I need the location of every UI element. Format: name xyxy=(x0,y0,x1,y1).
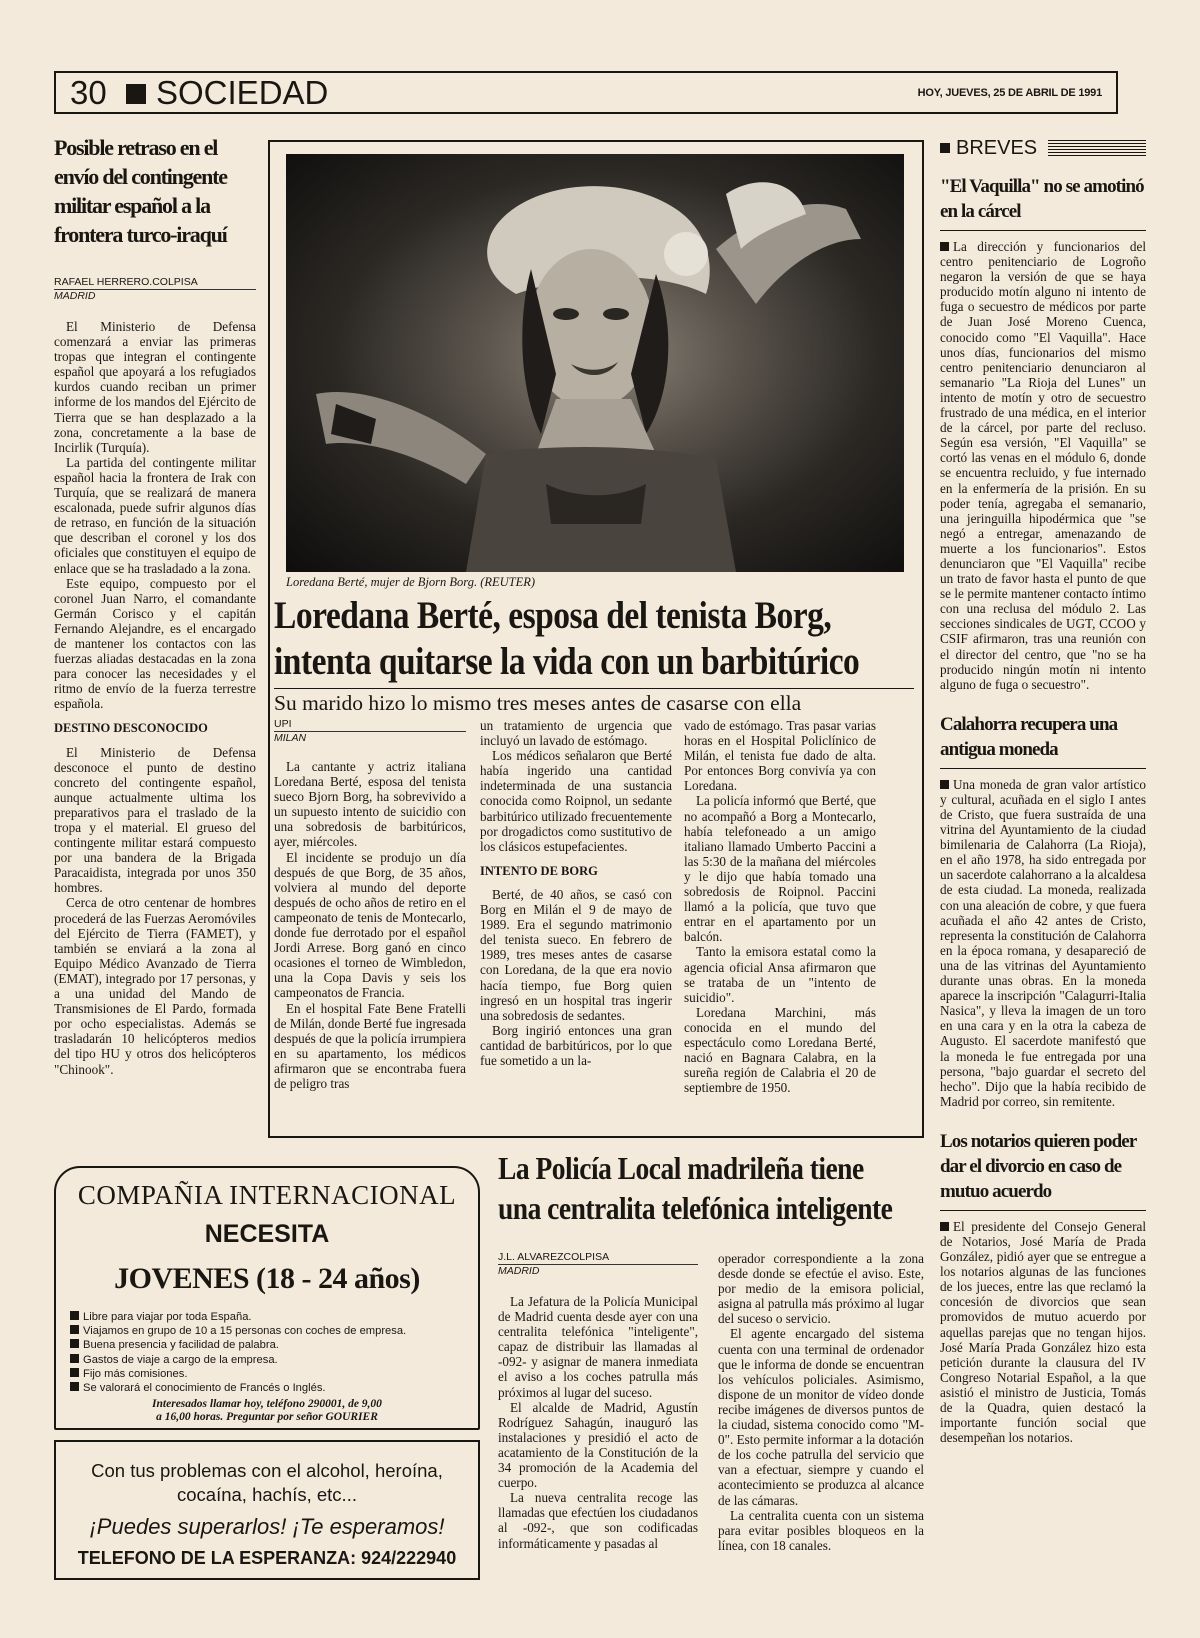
breves-rule-pattern xyxy=(1048,140,1146,156)
main-article-box xyxy=(268,140,924,1138)
left-article-subhead: DESTINO DESCONOCIDO xyxy=(54,721,208,736)
main-article-place: MILAN xyxy=(274,731,466,745)
list-item: Fijo más comisiones. xyxy=(70,1367,406,1381)
police-article xyxy=(498,1148,926,1228)
ad-bullets xyxy=(70,1310,406,1395)
paragraph: Tanto la emisora estatal como la agencia oficial Ansa afirmaron que se trataba de un "intento de suicidio". xyxy=(684,944,876,1005)
paragraph: Borg ingirió entonces una gran cantidad de barbitúricos, por lo que fue sometido a un la- xyxy=(480,1022,672,1068)
breves-column xyxy=(940,136,1146,1445)
paragraph: En el hospital Fate Bene Fratelli de Milán, donde Berté fue ingresada después de que la policía irrumpiera en su apartamento, los médicos afirmaron que se encontraba fuera de peligro tras xyxy=(274,1000,466,1091)
main-article-col3 xyxy=(684,718,876,1095)
breve-text: El presidente del Consejo General de Notarios, José María de Prada González, pidió ayer que se entregue a los notarios algunas de las funciones de los jueces, entre las que reclamó la concesión de divorcios que sean promovidos de mutuo acuerdo por aquellas parejas que no tengan hijos. José María Prada González hizo esta petición durante la clausura del IV Congreso Notarial Español, a la que asistió el ministro de Justicia, Tomás de la Quadra, quien destacó la importante función social que desempeñan los notarios. xyxy=(940,1218,1146,1446)
paragraph: un tratamiento de urgencia que incluyó un lavado de estómago. xyxy=(480,718,672,749)
paragraph: Cerca de otro centenar de hombres procederá de las Fuerzas Aeromóviles del Ejército de Tierra (FAMET), y también se enviará a la zona al Equipo Médico Avanzado de Tierra (EMAT), integrado por 17 personas, y a una unidad del Mando de Transmisiones de El Pardo, formada por ocho especialistas. Además se trasladarán 10 helicópteros medios del tipo HU y otros dos helicópteros "Chinook". xyxy=(54,895,256,1077)
breves-square-icon xyxy=(940,143,950,153)
paragraph: Berté, de 40 años, se casó con Borg en Milán el 9 de mayo de 1989. Era el segundo matrimonio del tenista sueco. En febrero de 1989, tres meses antes de casarse con Loredana, de la que era novio hacía tiempo, fue Borg quien ingresó en un hospital tras ingerir una sobredosis de sedantes. xyxy=(480,886,672,1023)
main-article-col2 xyxy=(480,718,672,1068)
ad-contact: Interesados llamar hoy, teléfono 290001, de 9,00 a 16,00 horas. Preguntar por señor GOURIER xyxy=(152,1398,382,1423)
paragraph: operador correspondiente a la zona desde donde se efectúe el aviso. Este, por medio de la emisora policial, asigna al patrulla más próximo al lugar del suceso o servicio. xyxy=(718,1251,924,1327)
photo-illustration xyxy=(286,154,904,572)
paragraph: La nueva centralita recoge las llamadas que efectúen los ciudadanos al -092-, que son codificadas informáticamente y pasadas al xyxy=(498,1490,698,1551)
breve-title: Los notarios quieren poder dar el divorcio en caso de mutuo acuerdo xyxy=(940,1130,1137,1202)
police-article-byline: J.L. ALVAREZCOLPISA xyxy=(498,1251,610,1263)
breve-title: "El Vaquilla" no se amotinó en la cárcel xyxy=(940,176,1144,222)
bullet-square-icon xyxy=(940,1222,949,1231)
breve-title: Calahorra recupera una antigua moneda xyxy=(940,713,1118,760)
help-line2: cocaína, hachís, etc... xyxy=(177,1484,357,1505)
paragraph: La centralita cuenta con un sistema para evitar posibles bloqueos en la línea, con 18 canales. xyxy=(718,1507,924,1553)
bullet-square-icon xyxy=(70,1382,79,1391)
paragraph: Este equipo, compuesto por el coronel Juan Narro, el comandante Germán Corisco y el capitán Fernando Alejandre, es el encargado de mantener los contactos con las fuerzas aliadas destacadas en la zona para conocer las necesidades y el ritmo de envío de la fuerza terrestre española. xyxy=(54,575,256,712)
police-article-title-line1: La Policía Local madrileña tiene xyxy=(498,1150,864,1186)
police-article-place: MADRID xyxy=(498,1264,698,1278)
paragraph: La Jefatura de la Policía Municipal de Madrid cuenta desde ayer con una centralita telefónica "inteligente", capaz de distribuir las llamadas al -092- y asignar de manera inmediata el aviso a los coches patrulla más próximos al lugar del suceso. xyxy=(498,1294,698,1400)
main-article-title-line2: intenta quitarse la vida con un barbitúrico xyxy=(274,640,860,683)
left-article xyxy=(54,133,256,1077)
paragraph: La cantante y actriz italiana Loredana Berté, esposa del tenista sueco Bjorn Borg, ha sobrevivido a un supuesto intento de suicidio con una sobredosis de barbitúricos, ayer, miércoles. xyxy=(274,759,466,850)
list-item: Libre para viajar por toda España. xyxy=(70,1310,406,1324)
police-article-title-line2: una centralita telefónica inteligente xyxy=(498,1190,893,1226)
paragraph: Los médicos señalaron que Berté había ingerido una cantidad indeterminada de una sustancia conocida como Roipnol, un sedante barbitúrico utilizado frecuentemente por drogadictos como sustitutivo de los clásicos estupefacientes. xyxy=(480,748,672,854)
bullet-square-icon xyxy=(70,1368,79,1377)
ad-company: COMPAÑIA INTERNACIONAL xyxy=(77,1180,457,1210)
help-advertisement xyxy=(54,1440,480,1580)
left-article-body xyxy=(54,319,256,1077)
bullet-square-icon xyxy=(940,780,949,789)
job-advertisement xyxy=(54,1166,480,1430)
page-number: 30 xyxy=(70,74,107,111)
list-item: Viajamos en grupo de 10 a 15 personas con coches de empresa. xyxy=(70,1324,406,1338)
dateline: HOY, JUEVES, 25 DE ABRIL DE 1991 xyxy=(917,87,1102,99)
paragraph: El alcalde de Madrid, Agustín Rodríguez Sahagún, inauguró las instalaciones y presidió el acto de acatamiento de la Constitución de la 34 promoción de la Academia del cuerpo. xyxy=(498,1399,698,1491)
bullet-square-icon xyxy=(940,242,949,251)
bullet-square-icon xyxy=(70,1339,79,1348)
paragraph: La partida del contingente militar español hacia la frontera de Irak con Turquía, que se realizará de manera escalonada, puede sufrir algunos días de retraso, en función de la situación que describan el coronel y los dos oficiales que constituyen el equipo de enlace que se ha trasladado a la zona. xyxy=(54,454,256,576)
bullet-square-icon xyxy=(70,1311,79,1320)
main-article-subhead: INTENTO DE BORG xyxy=(480,863,598,878)
paragraph: El agente encargado del sistema cuenta con una terminal de ordenador que le informa de donde se encuentran los vehículos policiales. Asimismo, dispone de un monitor de vídeo donde recibe imágenes de diversos puntos de la ciudad, sistema conocido como "M-0". Esto permite informar a la dotación de los coche patrulla del servicio que van a efectuar, siempre y cuando el acontecimiento se produzca al alcance de las cámaras. xyxy=(718,1326,924,1508)
ad-need: NECESITA xyxy=(204,1220,330,1248)
help-slogan: ¡Puedes superarlos! ¡Te esperamos! xyxy=(89,1514,445,1539)
photo-caption: Loredana Berté, mujer de Bjorn Borg. (REUTER) xyxy=(286,575,536,589)
bullet-square-icon xyxy=(70,1354,79,1363)
breve-text: La dirección y funcionarios del centro penitenciario de Logroño negaron la versión de que se haya producido motín alguno ni intento de fuga o secuestro de médicos por parte de Juan José Moreno Cuenca, conocido como "El Vaquilla". Hace unos días, funcionarios del mismo centro penitenciario denunciaron al semanario "La Rioja del Lunes" un intento de motín y otro de secuestro frustrado de una médica, en el interior de la cárcel, por parte del recluso. Según esa versión, "El Vaquilla" se cortó las venas en el módulo 6, donde se encuentra recluido, y fue internado en la enfermería de la prisión. En su poder tenía, agregaba el semanario, una jeringuilla hipodérmica que "se negó a entregar, amenazando de muerte a los funcionarios". Estos denunciaron que "El Vaquilla" recibe un trato de favor hasta el punto de que se le permite mantener contacto íntimo con una reclusa del módulo 2. Las secciones sindicales de UGT, CCOO y CSIF afirmaron, tras una reunión con el director del centro, que "no se ha producido ningún motín ni intento alguno de fuga o secuestro". xyxy=(940,239,1146,692)
photo xyxy=(286,154,904,572)
breve-text: Una moneda de gran valor artístico y cultural, acuñada en el siglo I antes de Cristo, que fuera sustraída de una vitrina del Ayuntamiento de la ciudad bimilenaria de Calahorra (La Rioja), en el año 1978, ha sido entregada por un sacerdote calahorrano a la alcaldesa de esta ciudad. La moneda, realizada con una aleación de cobre, y que fuera acuñada el año 42 antes de Cristo, representa la constitución de Calahorra en la época romana, y desapareció de una de las vitrinas del Ayuntamiento durante unas obras. En la moneda aparece la inscripción "Calagurri-Italia Nasica", y lleva la imagen de un toro en una cara y en la otra la cabeza de Augusto. El sacerdote manifestó que la moneda le fue entregada por una persona, "bajo guardar el secreto del hecho". Dijo que la había recibido de Madrid por correo, sin remitente. xyxy=(940,776,1146,1109)
paragraph: vado de estómago. Tras pasar varias horas en el Hospital Policlínico de Milán, el tenista fue dado de alta. Por entonces Borg convivía ya con Loredana. xyxy=(684,718,876,794)
left-article-title: Posible retraso en el envío del contingente militar español a la frontera turco-iraquí xyxy=(54,135,227,247)
section-square-icon xyxy=(126,84,146,104)
main-article-subtitle: Su marido hizo lo mismo tres meses antes de casarse con ella xyxy=(274,688,914,716)
paragraph: La policía informó que Berté, que no acompañó a Borg a Montecarlo, había telefoneado a un amigo italiano llamado Umberto Paccini a las 5:30 de la mañana del miércoles y le dijo que había tomado una sobredosis de Roipnol. Paccini llamó a la policía, que tuvo que entrar en el apartamento por un balcón. xyxy=(684,793,876,945)
police-article-col1 xyxy=(498,1251,698,1551)
page-header xyxy=(54,71,1118,114)
paragraph: El Ministerio de Defensa desconoce el punto de destino concreto del contingente español, aunque actualmente ultima los preparativos para el traslado de la tropa y el material. El grueso del contingente militar estará compuesto por una bandera de la Brigada Paracaidista, integrada por unos 350 hombres. xyxy=(54,744,256,896)
ad-target: JOVENES (18 - 24 años) xyxy=(114,1262,420,1295)
section-title: SOCIEDAD xyxy=(156,74,329,111)
police-article-col2 xyxy=(718,1251,924,1553)
breves-header xyxy=(940,136,1146,160)
main-article-title-line1: Loredana Berté, esposa del tenista Borg, xyxy=(274,594,832,637)
left-article-place: MADRID xyxy=(54,289,256,303)
help-phone: TELEFONO DE LA ESPERANZA: 924/222940 xyxy=(77,1548,457,1568)
left-article-byline: RAFAEL HERRERO.COLPISA xyxy=(54,276,198,288)
bullet-square-icon xyxy=(70,1325,79,1334)
paragraph: Loredana Marchini, más conocida en el mundo del espectáculo como Loredana Berté, nació en Bagnara Calabra, en la sureña región de Calabria el 20 de septiembre de 1950. xyxy=(684,1004,876,1096)
list-item: Gastos de viaje a cargo de la empresa. xyxy=(70,1353,406,1367)
main-article-col1 xyxy=(274,718,466,1091)
list-item: Buena presencia y facilidad de palabra. xyxy=(70,1338,406,1352)
paragraph: El incidente se produjo un día después de que Borg, de 35 años, volviera al mundo del deporte después de ocho años de retiro en el campeonato de tenis de Montecarlo, donde fue derrotado por el español Jordi Arrese. Borg ganó en cinco ocasiones el torneo de Wimbledon, una la Copa Davis y seis los campeonatos de Francia. xyxy=(274,849,466,1001)
main-article-byline: UPI xyxy=(274,718,292,730)
paragraph: El Ministerio de Defensa comenzará a enviar las primeras tropas que integran el contingente español que apoyará a los refugiados kurdos cuando reciban un primer informe de los mandos del Ejército de Tierra que se han desplazado a la zona, concretamente a la base de Incirlik (Turquía). xyxy=(54,319,256,455)
help-line1: Con tus problemas con el alcohol, heroína, xyxy=(91,1460,443,1481)
list-item: Se valorará el conocimiento de Francés o Inglés. xyxy=(70,1381,406,1395)
breves-label: BREVES xyxy=(956,137,1038,159)
